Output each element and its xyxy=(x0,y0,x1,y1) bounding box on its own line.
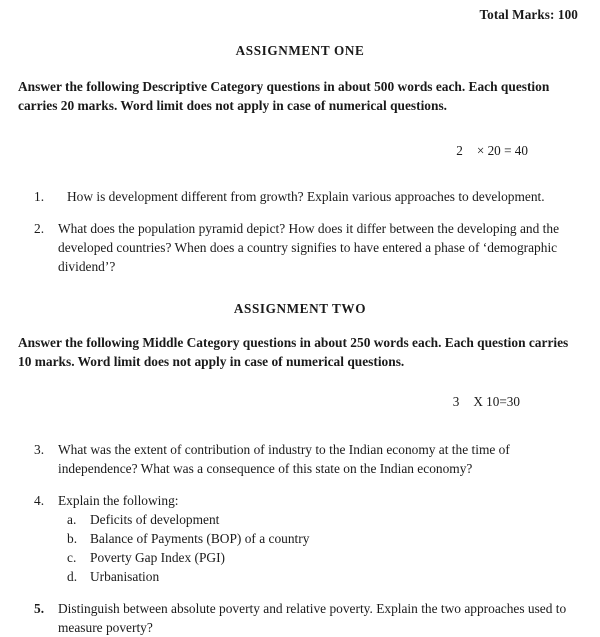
sub-item xyxy=(58,548,580,567)
question-text: How is development different from growth? Explain various approaches to development. xyxy=(67,188,545,204)
marks-prefix: 3 xyxy=(452,393,460,409)
question-number: 2. xyxy=(34,220,45,236)
sub-item-marker: a. xyxy=(67,511,77,527)
question-list-assignment-two xyxy=(0,440,600,637)
sub-item-marker: d. xyxy=(67,569,78,585)
instructions-assignment-two: Answer the following Middle Category questions in about 250 words each. Each question carries 10 marks. Word limit does not apply in case of numerical questions. xyxy=(18,335,569,370)
sub-item-text: Urbanisation xyxy=(90,569,160,585)
sub-item xyxy=(58,510,580,529)
question-item xyxy=(0,491,600,586)
question-sublist xyxy=(58,510,580,586)
sub-item xyxy=(58,529,580,548)
marks-expression: × 20 = 40 xyxy=(476,142,528,158)
sub-item-text: Poverty Gap Index (PGI) xyxy=(90,550,225,566)
question-item xyxy=(0,440,600,478)
section-heading-assignment-one: ASSIGNMENT ONE xyxy=(235,43,365,58)
sub-item xyxy=(58,567,580,586)
marks-prefix: 2 xyxy=(456,142,463,158)
question-text: What was the extent of contribution of industry to the Indian economy at the time of independence? What was a consequence of this state on the Indian economy? xyxy=(58,441,510,476)
marks-expression: X 10=30 xyxy=(473,393,520,409)
total-marks-label: Total Marks: 100 xyxy=(479,7,578,22)
sub-item-text: Deficits of development xyxy=(90,511,220,527)
sub-item-marker: c. xyxy=(67,550,77,566)
question-number: 5. xyxy=(34,601,45,617)
question-number: 1. xyxy=(34,188,45,204)
question-text: Explain the following: xyxy=(58,492,179,508)
question-text: Distinguish between absolute poverty and relative poverty. Explain the two approaches used to measure poverty? xyxy=(58,601,567,636)
question-item xyxy=(0,187,600,206)
question-number: 3. xyxy=(34,441,45,457)
question-item xyxy=(0,219,600,276)
question-text: What does the population pyramid depict? How does it differ between the developing and the developed countries? When does a country signifies to have entered a phase of ‘demographic dividend’? xyxy=(58,220,560,274)
question-item xyxy=(0,599,600,637)
instructions-assignment-one: Answer the following Descriptive Category questions in about 500 words each. Each question carries 20 marks. Word limit does not apply in case of numerical questions. xyxy=(18,79,550,114)
section-heading-assignment-two: ASSIGNMENT TWO xyxy=(233,301,367,316)
marks-line-assignment-two xyxy=(0,378,600,426)
question-list-assignment-one xyxy=(0,187,600,276)
question-number: 4. xyxy=(34,492,45,508)
marks-line-assignment-one xyxy=(0,127,600,175)
sub-item-marker: b. xyxy=(67,531,78,546)
sub-item-text: Balance of Payments (BOP) of a country xyxy=(90,531,310,546)
